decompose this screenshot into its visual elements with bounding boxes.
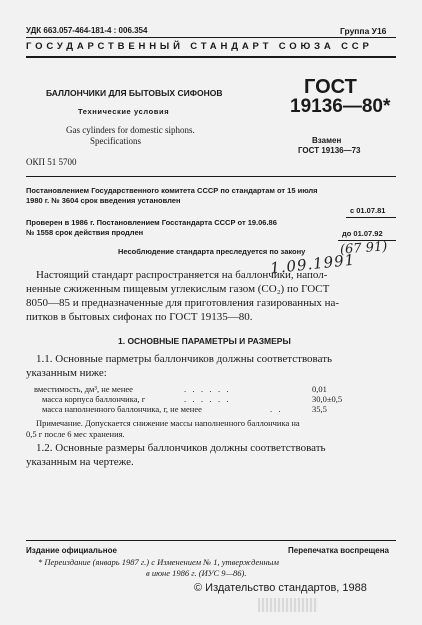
footer-rule bbox=[26, 540, 396, 541]
decree-line3: Проверен в 1986 г. Постановлением Госстандарта СССР от 19.06.86 bbox=[26, 218, 277, 227]
decree-line5: Несоблюдение стандарта преследуется по закону bbox=[118, 247, 306, 256]
decree-line2: 1980 г. № 3604 срок введения установлен bbox=[26, 196, 181, 205]
section1-heading: 1. ОСНОВНЫЕ ПАРАМЕТРЫ И РАЗМЕРЫ bbox=[118, 336, 291, 346]
stamp-smudge bbox=[258, 598, 318, 612]
copyright: © Издательство стандартов, 1988 bbox=[194, 582, 367, 594]
udk-code: УДК 663.057-464-181-4 : 006.354 bbox=[26, 26, 148, 35]
edition-label: Издание официальное bbox=[26, 546, 117, 555]
note-line1: Примечание. Допускается снижение массы наполненного баллончика на bbox=[36, 418, 300, 428]
okp-code: ОКП 51 5700 bbox=[26, 157, 77, 167]
decree-line1: Постановлением Государственного комитета СССР по стандартам от 15 июля bbox=[26, 186, 318, 195]
title-en-line2: Specifications bbox=[90, 136, 141, 146]
note-line2: 0,5 г после 6 мес хранения. bbox=[26, 429, 125, 439]
param-row-2 bbox=[42, 394, 145, 404]
reprint-label: Перепечатка воспрещена bbox=[288, 546, 389, 555]
gost-number: 19136—80* bbox=[290, 96, 391, 117]
group-code: Группа У16 bbox=[340, 26, 387, 36]
title-en-line1: Gas cylinders for domestic siphons. bbox=[66, 125, 195, 135]
banner-rule bbox=[26, 56, 396, 58]
param-label: масса наполненного баллончика, г, не менее bbox=[42, 404, 202, 414]
decree-date1: с 01.07.81 bbox=[350, 206, 386, 215]
param-value: 30,0±0,5 bbox=[312, 394, 343, 404]
replaces-gost: ГОСТ 19136—73 bbox=[298, 146, 361, 155]
p2-line2: указанным на чертеже. bbox=[26, 456, 134, 468]
reissue-line1: * Переиздание (январь 1987 г.) с Изменением № 1, утвержденным bbox=[38, 557, 279, 567]
replaces-label: Взамен bbox=[312, 136, 342, 145]
reissue-line2: в июне 1986 г. (ИУС 9—86). bbox=[146, 568, 247, 578]
param-dots: . . bbox=[270, 404, 281, 414]
standard-banner: ГОСУДАРСТВЕННЫЙ СТАНДАРТ СОЮЗА ССР bbox=[26, 41, 373, 52]
param-label: масса корпуса баллончика, г bbox=[42, 394, 146, 404]
p1-line2: указанным ниже: bbox=[26, 367, 107, 379]
p1-line1: 1.1. Основные парметры баллончиков должны соответствовать bbox=[36, 353, 333, 365]
param-dots: . . . . . . bbox=[184, 384, 229, 394]
title-rule bbox=[26, 176, 396, 177]
decree-line4: № 1558 срок действия продлен bbox=[26, 228, 144, 237]
header-rule bbox=[26, 37, 396, 38]
param-label: вместимость, дм³, не менее bbox=[34, 384, 133, 394]
param-value: 0,01 bbox=[312, 384, 327, 394]
p2-line1: 1.2. Основные размеры баллончиков должны соответствовать bbox=[36, 442, 326, 454]
decree-date2: до 01.07.92 bbox=[342, 229, 383, 238]
intro-line-3: 8050—85 и предназначенные для приготовления газированных на- bbox=[26, 297, 340, 309]
param-dots: . . . . . . bbox=[184, 394, 229, 404]
title-ru: БАЛЛОНЧИКИ ДЛЯ БЫТОВЫХ СИФОНОВ bbox=[46, 88, 223, 98]
handwritten-note-1: (67 91) bbox=[339, 239, 388, 258]
param-row-3 bbox=[42, 404, 202, 414]
gost-label: ГОСТ bbox=[304, 76, 357, 98]
subtitle-ru: Технические условия bbox=[78, 107, 170, 116]
param-row-1 bbox=[34, 384, 133, 394]
intro-line-2: ненные сжиженным пищевым углекислым газом (CO₂) по ГОСТ bbox=[26, 283, 330, 295]
intro-line-1: Настоящий стандарт распространяется на баллончики, напол- bbox=[36, 269, 328, 281]
handwritten-note-2: 1.09.1991 bbox=[269, 250, 357, 278]
date1-underline bbox=[346, 217, 396, 218]
param-value: 35,5 bbox=[312, 404, 327, 414]
intro-line-4: питков в бытовых сифонах по ГОСТ 19135—80. bbox=[26, 311, 253, 323]
